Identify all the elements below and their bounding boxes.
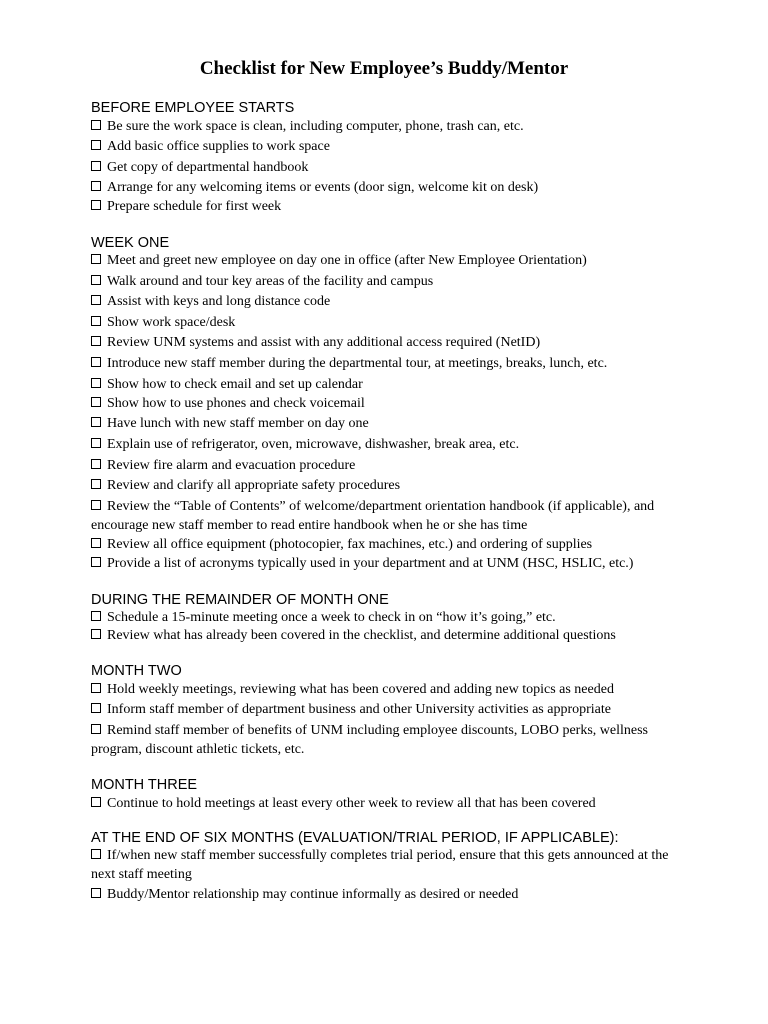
checklist-item: Show how to check email and set up calendar — [91, 376, 691, 395]
page-title: Checklist for New Employee’s Buddy/Mentor — [199, 58, 569, 79]
section-heading-before-start: BEFORE EMPLOYEE STARTS — [91, 100, 295, 116]
checkbox-icon[interactable] — [91, 200, 101, 210]
checklist-item: Review the “Table of Contents” of welcome/department orientation handbook (if applicable), and encourage new staff member to read entire handbook when he or she has time — [91, 499, 655, 533]
checkbox-icon[interactable] — [91, 849, 101, 859]
checkbox-icon[interactable] — [91, 557, 101, 567]
checkbox-icon[interactable] — [91, 161, 101, 171]
checkbox-icon[interactable] — [91, 316, 101, 326]
checkbox-icon[interactable] — [91, 724, 101, 734]
checklist-item: Get copy of departmental handbook — [91, 159, 691, 178]
checklist-item: Review and clarify all appropriate safety procedures — [91, 477, 691, 496]
checkbox-icon[interactable] — [91, 500, 101, 510]
section-heading-six-months: AT THE END OF SIX MONTHS (EVALUATION/TRIAL PERIOD, IF APPLICABLE): — [91, 830, 619, 846]
checkbox-icon[interactable] — [91, 254, 101, 264]
checkbox-icon[interactable] — [91, 357, 101, 367]
checklist-item: Hold weekly meetings, reviewing what has been covered and adding new topics as needed — [91, 681, 711, 700]
checkbox-icon[interactable] — [91, 703, 101, 713]
checkbox-icon[interactable] — [91, 538, 101, 548]
checklist-item: Meet and greet new employee on day one in office (after New Employee Orientation) — [91, 252, 691, 271]
checklist-item: Remind staff member of benefits of UNM including employee discounts, LOBO perks, wellness program, discount athletic tickets, etc. — [91, 723, 648, 757]
checkbox-icon[interactable] — [91, 120, 101, 130]
checklist-item: Review UNM systems and assist with any additional access required (NetID) — [91, 334, 691, 353]
checkbox-icon[interactable] — [91, 683, 101, 693]
checkbox-icon[interactable] — [91, 797, 101, 807]
checkbox-icon[interactable] — [91, 336, 101, 346]
checklist-item: Show how to use phones and check voicemail — [91, 395, 691, 414]
checkbox-icon[interactable] — [91, 459, 101, 469]
section-heading-month-one: DURING THE REMAINDER OF MONTH ONE — [91, 592, 389, 608]
section-heading-week-one: WEEK ONE — [91, 235, 170, 251]
checklist-item: Buddy/Mentor relationship may continue informally as desired or needed — [91, 886, 691, 905]
checkbox-icon[interactable] — [91, 629, 101, 639]
checklist-item: Explain use of refrigerator, oven, microwave, dishwasher, break area, etc. — [91, 436, 691, 455]
checklist-item: Walk around and tour key areas of the facility and campus — [91, 273, 691, 292]
checklist-item: Show work space/desk — [91, 314, 691, 333]
checklist-item: Assist with keys and long distance code — [91, 293, 691, 312]
checklist-item: Introduce new staff member during the departmental tour, at meetings, breaks, lunch, etc. — [91, 355, 691, 374]
checkbox-icon[interactable] — [91, 378, 101, 388]
checkbox-icon[interactable] — [91, 417, 101, 427]
checkbox-icon[interactable] — [91, 479, 101, 489]
checklist-item: Schedule a 15-minute meeting once a week to check in on “how it’s going,” etc. — [91, 609, 691, 628]
checklist-item: Add basic office supplies to work space — [91, 138, 691, 157]
checkbox-icon[interactable] — [91, 295, 101, 305]
checklist-item: Review what has already been covered in the checklist, and determine additional questions — [91, 627, 711, 646]
section-heading-month-three: MONTH THREE — [91, 777, 198, 793]
checkbox-icon[interactable] — [91, 397, 101, 407]
section-heading-month-two: MONTH TWO — [91, 663, 182, 679]
checklist-item: Continue to hold meetings at least every other week to review all that has been covered — [91, 795, 711, 814]
checklist-item: If/when new staff member successfully completes trial period, ensure that this gets announced at the next staff meeting — [91, 848, 669, 882]
checklist-item: Inform staff member of department business and other University activities as appropriate — [91, 701, 711, 720]
checkbox-icon[interactable] — [91, 140, 101, 150]
checkbox-icon[interactable] — [91, 181, 101, 191]
checklist-item: Provide a list of acronyms typically used in your department and at UNM (HSC, HSLIC, etc.) — [91, 555, 711, 574]
checklist-item: Prepare schedule for first week — [91, 198, 691, 217]
checkbox-icon[interactable] — [91, 438, 101, 448]
checkbox-icon[interactable] — [91, 888, 101, 898]
checkbox-icon[interactable] — [91, 611, 101, 621]
checklist-item: Have lunch with new staff member on day one — [91, 415, 691, 434]
checklist-item: Be sure the work space is clean, including computer, phone, trash can, etc. — [91, 118, 691, 137]
checklist-item: Review fire alarm and evacuation procedure — [91, 457, 691, 476]
checklist-item: Review all office equipment (photocopier, fax machines, etc.) and ordering of supplies — [91, 536, 691, 555]
checkbox-icon[interactable] — [91, 275, 101, 285]
checklist-item: Arrange for any welcoming items or events (door sign, welcome kit on desk) — [91, 179, 691, 198]
